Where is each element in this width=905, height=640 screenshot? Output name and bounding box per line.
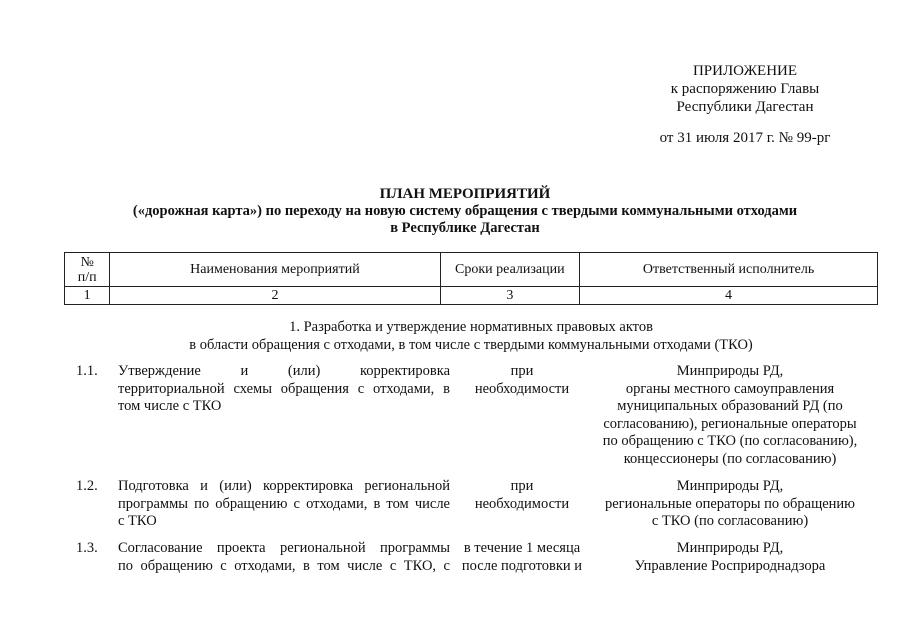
header-num bbox=[65, 253, 110, 287]
appendix-line-1: к распоряжению Главы bbox=[670, 81, 820, 97]
row-number: 1.2. bbox=[76, 478, 98, 494]
column-number: 4 bbox=[580, 287, 878, 305]
row-name-line: том числе с ТКО bbox=[118, 398, 222, 414]
appendix-title: ПРИЛОЖЕНИЕ bbox=[692, 63, 798, 79]
section-heading-line-2: в области обращения с отходами, в том числе с твердыми коммунальными отходами (ТКО) bbox=[189, 337, 753, 353]
plan-subtitle-1: («дорожная карта») по переходу на новую систему обращения с твердыми коммунальными отходами bbox=[132, 203, 798, 219]
header-num-line-2: п/п bbox=[77, 269, 97, 285]
appendix-line-2: Республики Дагестан bbox=[676, 99, 814, 115]
row-name-line: Утверждение и (или) корректировка bbox=[118, 363, 450, 379]
row-name-line: территориальной схемы обращения с отходами, в bbox=[118, 380, 450, 397]
row-term bbox=[452, 363, 592, 398]
row-name bbox=[118, 540, 450, 575]
row-resp-line: региональные операторы по обращению bbox=[604, 495, 856, 512]
section-heading bbox=[64, 318, 878, 354]
row-resp-line: с ТКО (по согласованию) bbox=[651, 513, 809, 529]
row-term-line: при bbox=[510, 363, 534, 379]
header-row bbox=[65, 253, 878, 287]
row-resp-line: муниципальных образований РД (по bbox=[617, 398, 843, 414]
header-term: Сроки реализации bbox=[440, 253, 580, 287]
row-resp-line: концессионеры (по согласованию) bbox=[623, 450, 837, 467]
plan-subtitle-2: в Республике Дагестан bbox=[390, 220, 540, 236]
row-name-line: с ТКО bbox=[118, 513, 157, 529]
row-number: 1.3. bbox=[76, 540, 98, 556]
row-resp-line: Минприроды РД, bbox=[676, 478, 784, 494]
row-responsible bbox=[582, 478, 878, 531]
row-resp-line: органы местного самоуправления bbox=[625, 380, 835, 397]
row-term-line: в течение 1 месяца bbox=[463, 540, 581, 556]
appendix-date: от 31 июля 2017 г. № 99-рг bbox=[659, 130, 831, 146]
column-number: 1 bbox=[65, 287, 110, 305]
header-name: Наименования мероприятий bbox=[110, 253, 440, 287]
row-resp-line: согласованию), региональные операторы bbox=[603, 415, 857, 432]
plan-title: ПЛАН МЕРОПРИЯТИЙ bbox=[379, 186, 551, 202]
row-number: 1.1. bbox=[76, 363, 98, 379]
row-name-line: Подготовка и (или) корректировка региональной bbox=[118, 478, 450, 494]
row-term-line: после подготовки и bbox=[461, 557, 583, 574]
row-term bbox=[452, 540, 592, 575]
plan-title-block bbox=[60, 186, 870, 237]
table-header bbox=[64, 252, 878, 305]
row-name-line: по обращению с отходами, в том числе с ТКО, с bbox=[118, 557, 450, 574]
row-term bbox=[452, 478, 592, 513]
row-responsible bbox=[582, 540, 878, 575]
row-name bbox=[118, 363, 450, 416]
section-heading-line-1: 1. Разработка и утверждение нормативных правовых актов bbox=[289, 319, 653, 335]
row-name bbox=[118, 478, 450, 531]
appendix-block bbox=[640, 62, 850, 116]
column-number-row bbox=[65, 287, 878, 305]
row-resp-line: по обращению с ТКО (по согласованию), bbox=[602, 433, 858, 449]
column-number: 2 bbox=[110, 287, 440, 305]
row-term-line: при bbox=[510, 478, 534, 494]
row-resp-line: Управление Росприроднадзора bbox=[634, 557, 826, 574]
row-term-line: необходимости bbox=[474, 495, 570, 512]
header-resp: Ответственный исполнитель bbox=[580, 253, 878, 287]
column-number: 3 bbox=[440, 287, 580, 305]
row-resp-line: Минприроды РД, bbox=[676, 540, 784, 556]
row-name-line: программы по обращению с отходами, в том числе bbox=[118, 495, 450, 512]
header-num-line-1: № bbox=[80, 254, 94, 270]
row-responsible bbox=[582, 363, 878, 468]
row-resp-line: Минприроды РД, bbox=[676, 363, 784, 379]
row-term-line: необходимости bbox=[474, 380, 570, 397]
row-name-line: Согласование проекта региональной программы bbox=[118, 540, 450, 556]
